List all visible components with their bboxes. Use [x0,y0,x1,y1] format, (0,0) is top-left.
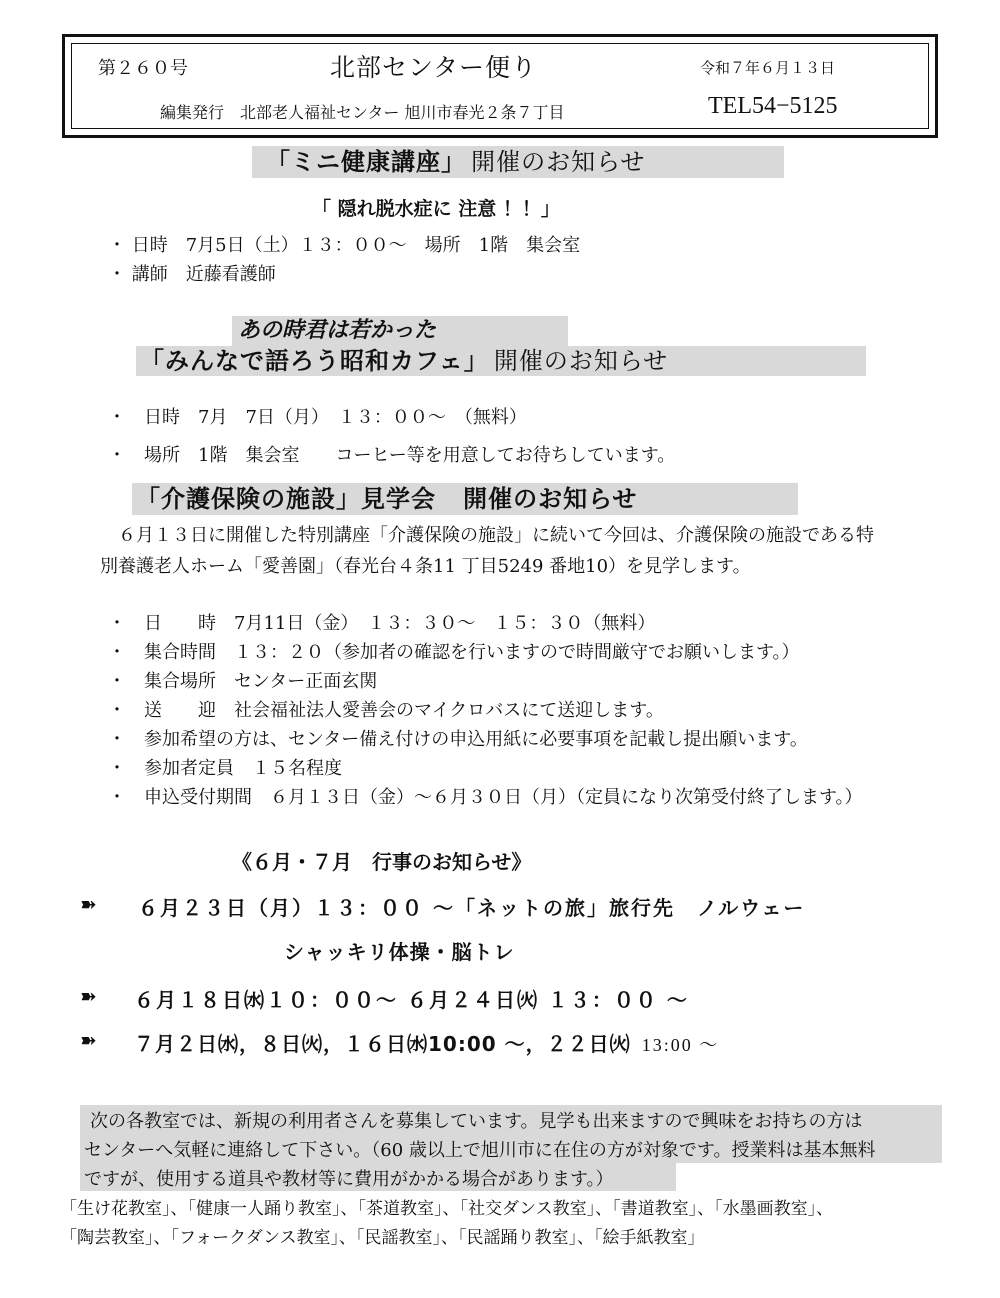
event-row: ６月１８日㈬１０：００～ ６月２４日㈫ １３：００ ～ [134,988,689,1012]
visit-item: ・ 申込受付期間 ６月１３日（金）～６月３０日（月）（定員になり次第受付終了します。） [108,787,863,808]
lecture-item: ・ 日時 7月5日（土）１３：００～ 場所 1階 集会室 [108,235,581,256]
visit-item: ・ 参加希望の方は、センター備え付けの申込用紙に必要事項を記載し提出願います。 [108,729,808,750]
events-heading: 《６月・７月 行事のお知らせ》 [232,850,532,874]
classes-notice-line: ですが、使用する道具や教材等に費用がかかる場合があります。） [84,1169,614,1190]
cafe-heading [136,346,866,376]
visit-item: ・ 集合時間 １３：２０（参加者の確認を行いますので時間厳守でお願いします。） [108,642,800,663]
event-row-dates: ７月２日㈬，８日㈫，１６日㈬10:00 ～，２２日㈫ [134,1032,631,1056]
event-row-sub: シャッキリ体操・脳トレ [284,940,515,964]
telephone: TEL54−5125 [708,93,838,119]
classes-notice-line: 次の各教室では、新規の利用者さんを募集しています。見学も出来ますので興味をお持ちの方は [90,1111,863,1132]
visit-item: ・ 参加者定員 １５名程度 [108,758,342,779]
classes-list-line: 「陶芸教室」、「フォークダンス教室」、「民謡教室」、「民謡踊り教室」、「絵手紙教室」 [60,1228,705,1248]
event-row-time: 13:00 ～ [641,1035,720,1055]
arrow-icon: ➽ [80,984,97,1008]
cafe-heading-title: 「みんなで語ろう昭和カフェ」 [140,347,489,375]
newsletter-title: 北部センター便り [330,53,538,82]
event-row [134,1028,719,1057]
visit-intro-line: 別養護老人ホーム「愛善園」（春光台４条11 丁目5249 番地10）を見学します。 [100,556,751,577]
arrow-icon: ➽ [80,1028,97,1052]
arrow-icon: ➽ [80,892,97,916]
issue-date: 令和７年６月１３日 [700,59,836,77]
visit-heading-suffix: 開催のお知らせ [463,485,638,513]
visit-heading [132,483,798,515]
event-row: ６月２３日（月）１３：００ ～「ネットの旅」旅行先 ノルウェー [138,896,806,920]
lecture-heading-title: 「ミニ健康講座」 [266,148,466,176]
visit-item: ・ 集合場所 センター正面玄関 [108,671,378,692]
visit-item: ・ 送 迎 社会福祉法人愛善会のマイクロバスにて送迎します。 [108,700,664,721]
classes-list-line: 「生け花教室」、「健康一人踊り教室」、「茶道教室」、「社交ダンス教室」、「書道教室」、「水墨画教室」、 [60,1199,834,1219]
visit-item: ・ 日 時 7月11日（金） １３：３０～ １５：３０（無料） [108,613,656,634]
classes-notice-line: センターへ気軽に連絡して下さい。（60 歳以上で旭川市に在住の方が対象です。授業料は基本無料 [84,1140,876,1161]
cafe-tagline [232,316,568,346]
cafe-item: ・ 場所 1階 集会室 コーヒー等を用意してお待ちしています。 [108,445,676,466]
cafe-heading-suffix: 開催のお知らせ [493,347,669,375]
cafe-tagline-text: あの時君は若かった [238,318,437,343]
issue-number: 第２６０号 [98,58,188,79]
lecture-subtitle: 「 隠れ脱水症に 注意 ！！」 [312,198,560,220]
lecture-heading-suffix: 開催のお知らせ [471,148,646,176]
visit-heading-title: 「介護保険の施設」見学会 [136,485,436,513]
cafe-item: ・ 日時 7月 7日（月） １３：００～ （無料） [108,407,527,428]
publisher: 編集発行 北部老人福祉センター 旭川市春光２条７丁目 [160,103,565,122]
lecture-heading [252,146,784,178]
visit-intro-line: ６月１３日に開催した特別講座「介護保険の施設」に続いて今回は、介護保険の施設である特 [118,525,874,546]
lecture-item: ・ 講師 近藤看護師 [108,264,276,285]
